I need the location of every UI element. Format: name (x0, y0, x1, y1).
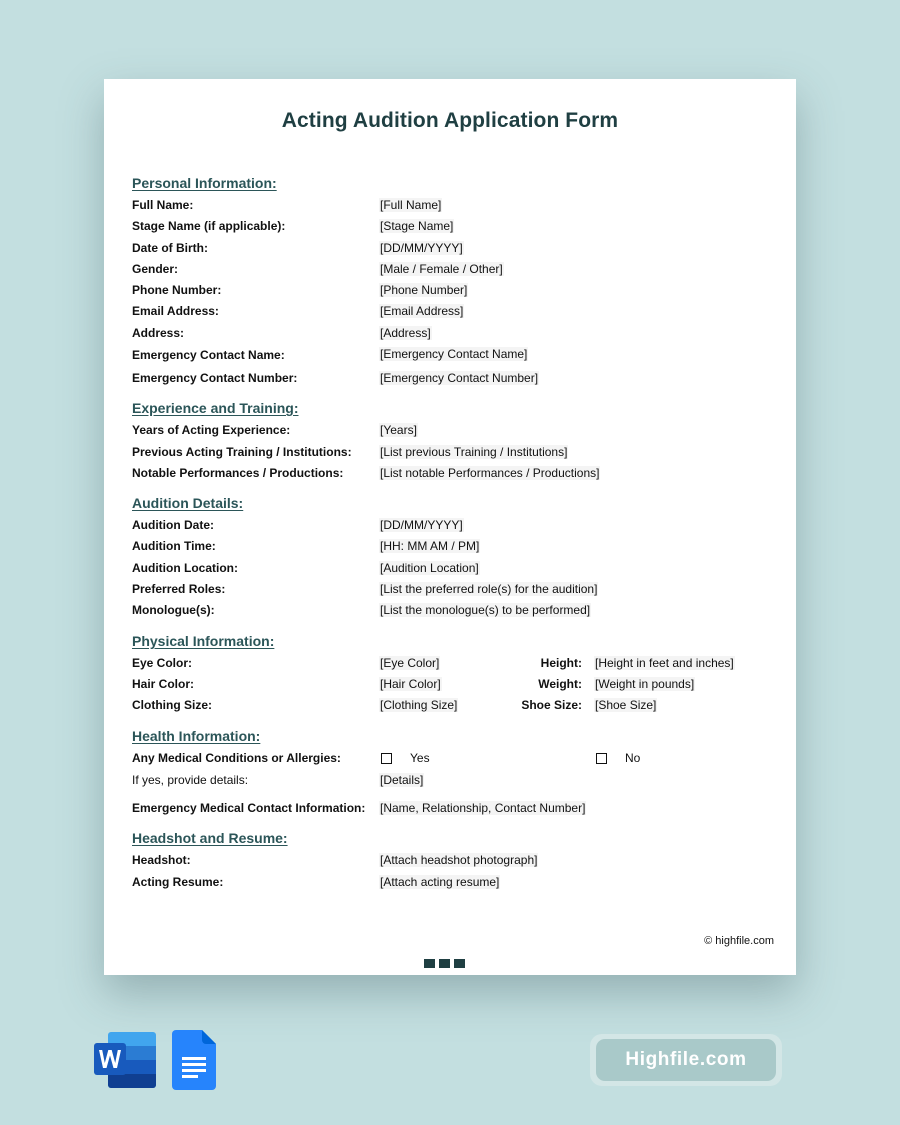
field-label: Emergency Contact Name: (132, 348, 285, 362)
field-label: Acting Resume: (132, 875, 224, 889)
form-title: Acting Audition Application Form (281, 109, 619, 132)
field-label: Audition Location: (132, 561, 238, 575)
field-label: Shoe Size: (521, 698, 582, 712)
field-value[interactable]: [Details] (380, 773, 424, 787)
field-value[interactable]: [Full Name] (380, 198, 442, 212)
field-label: Any Medical Conditions or Allergies: (132, 751, 341, 765)
no-label: No (625, 751, 641, 765)
google-docs-icon (172, 1030, 216, 1090)
section-heading-personal: Personal Information: (132, 175, 277, 191)
field-value[interactable]: [Weight in pounds] (595, 677, 695, 691)
field-label: Full Name: (132, 198, 194, 212)
no-checkbox[interactable] (596, 751, 640, 765)
field-value[interactable]: [Address] (380, 326, 431, 340)
field-label: Emergency Contact Number: (132, 371, 298, 385)
field-label: Email Address: (132, 304, 219, 318)
section-heading-health: Health Information: (132, 728, 261, 744)
brand-badge[interactable] (590, 1034, 782, 1086)
field-value[interactable]: [List notable Performances / Productions] (380, 466, 600, 480)
field-value[interactable]: [Attach acting resume] (380, 875, 500, 889)
field-label: Years of Acting Experience: (132, 423, 291, 437)
section-heading-experience: Experience and Training: (132, 400, 299, 416)
field-value[interactable]: [DD/MM/YYYY] (380, 518, 463, 532)
field-value[interactable]: [List previous Training / Institutions] (380, 445, 568, 459)
field-value[interactable]: [Emergency Contact Name] (380, 347, 528, 361)
field-value[interactable]: [Email Address] (380, 304, 464, 318)
section-heading-audition: Audition Details: (132, 495, 244, 511)
field-label: Phone Number: (132, 283, 222, 297)
page-dot (439, 959, 450, 968)
field-label: Date of Birth: (132, 241, 208, 255)
field-value[interactable]: [Phone Number] (380, 283, 468, 297)
field-label: Stage Name (if applicable): (132, 219, 286, 233)
field-value[interactable]: [Attach headshot photograph] (380, 853, 538, 867)
field-value[interactable]: [DD/MM/YYYY] (380, 241, 463, 255)
field-value[interactable]: [Emergency Contact Number] (380, 371, 539, 385)
field-label: Gender: (132, 262, 179, 276)
yes-label: Yes (410, 751, 430, 765)
field-value[interactable]: [Hair Color] (380, 677, 441, 691)
field-value[interactable]: [List the preferred role(s) for the audition] (380, 582, 598, 596)
field-value[interactable]: [Audition Location] (380, 561, 479, 575)
field-value[interactable]: [Clothing Size] (380, 698, 458, 712)
field-label: Hair Color: (132, 677, 195, 691)
form-document (104, 79, 796, 975)
checkbox-square-icon (381, 753, 392, 764)
field-value[interactable]: [List the monologue(s) to be performed] (380, 603, 591, 617)
checkbox-square-icon (596, 753, 607, 764)
microsoft-word-icon (94, 1030, 156, 1090)
field-label: If yes, provide details: (132, 773, 249, 787)
field-label: Address: (132, 326, 185, 340)
page-dot (454, 959, 465, 968)
field-value[interactable]: [Eye Color] (380, 656, 440, 670)
page-indicator (424, 959, 465, 968)
yes-checkbox[interactable] (381, 751, 430, 765)
field-label: Audition Date: (132, 518, 214, 532)
field-label: Audition Time: (132, 539, 216, 553)
field-label: Monologue(s): (132, 603, 215, 617)
field-value[interactable]: [Years] (380, 423, 417, 437)
brand-label: Highfile.com (596, 1039, 776, 1081)
field-label: Height: (540, 656, 582, 670)
field-value[interactable]: [Male / Female / Other] (380, 262, 503, 276)
field-label: Previous Acting Training / Institutions: (132, 445, 352, 459)
field-value[interactable]: [Shoe Size] (595, 698, 657, 712)
field-label: Preferred Roles: (132, 582, 226, 596)
field-value[interactable]: [HH: MM AM / PM] (380, 539, 480, 553)
section-heading-headshot: Headshot and Resume: (132, 830, 288, 846)
section-heading-physical: Physical Information: (132, 633, 275, 649)
field-label: Weight: (538, 677, 582, 691)
field-label: Notable Performances / Productions: (132, 466, 344, 480)
field-label: Clothing Size: (132, 698, 212, 712)
field-value[interactable]: [Stage Name] (380, 219, 454, 233)
field-value[interactable]: [Name, Relationship, Contact Number] (380, 801, 586, 815)
page-dot (424, 959, 435, 968)
field-label: Headshot: (132, 853, 191, 867)
copyright-notice: © highfile.com (704, 935, 774, 947)
field-value[interactable]: [Height in feet and inches] (595, 656, 734, 670)
field-label: Emergency Medical Contact Information: (132, 801, 366, 815)
field-label: Eye Color: (132, 656, 193, 670)
